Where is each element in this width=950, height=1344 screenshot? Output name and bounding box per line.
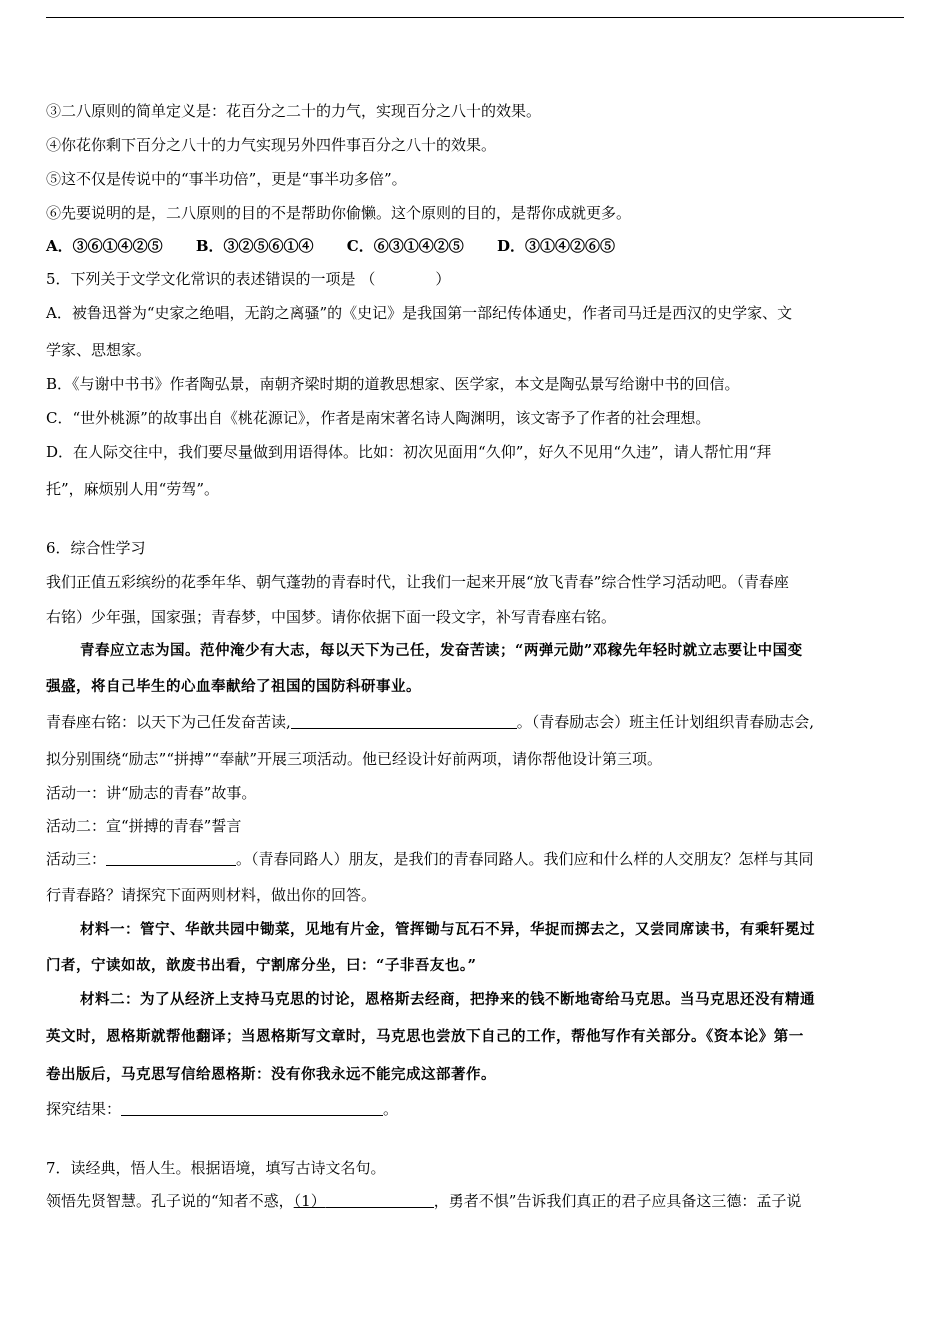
q6-intro-line2: 右铭）少年强，国家强；青春梦，中国梦。请你依据下面一段文字，补写青春座右铭。: [46, 608, 617, 626]
q4-options: [46, 236, 904, 256]
q6-passage-line1: 青春应立志为国。范仲淹少有大志，每以天下为己任，发奋苦读；“两弹元勋”邓稼先年轻时就立志要让中国变: [80, 642, 803, 659]
q6-title: 6．综合性学习: [46, 539, 146, 557]
q6-material-2-line2: 英文时，恩格斯就帮他翻译；当恩格斯写文章时，马克思也尝放下自己的工作，帮他写作有关部分。《资本论》第一: [46, 1028, 804, 1045]
q7-line1: [46, 1191, 904, 1211]
q6-result-blank[interactable]: [121, 1099, 383, 1116]
q5-option-a-line2: 学家、思想家。: [46, 341, 152, 359]
q5-option-a-line1: A．被鲁迅誉为“史家之绝唱，无韵之离骚”的《史记》是我国第一部纪传体通史，作者司马迁是西汉的史学家、文: [46, 304, 793, 322]
q5-option-d-line1: D．在人际交往中，我们要尽量做到用语得体。比如：初次见面用“久仰”，好久不见用“久违”，请人帮忙用“拜: [46, 443, 772, 461]
q6-result-line: [46, 1099, 904, 1119]
q5-option-c: C．“世外桃源”的故事出自《桃花源记》，作者是南宋著名诗人陶渊明，该文寄予了作者的社会理想。: [46, 409, 711, 427]
q7-blank-1[interactable]: [326, 1191, 434, 1208]
q4-item-4: ④你花你剩下百分之八十的力气实现另外四件事百分之八十的效果。: [46, 136, 497, 154]
q6-activity-3-cont: 行青春路？请探究下面两则材料，做出你的回答。: [46, 886, 377, 904]
q6-material-2-line3: 卷出版后，马克思写信给恩格斯：没有你我永远不能完成这部著作。: [46, 1066, 496, 1083]
q6-activity-3-prefix: 活动三：: [46, 850, 107, 868]
q5-option-d-line2: 托”，麻烦别人用“劳驾”。: [46, 480, 220, 498]
q4-item-3: ③二八原则的简单定义是：花百分之二十的力气，实现百分之八十的效果。: [46, 102, 542, 120]
q6-activity-3-suffix: 。（青春同路人）朋友，是我们的青春同路人。我们应和什么样的人交朋友？怎样与其同: [236, 850, 814, 868]
q6-plan: 拟分别围绕“励志”“拼搏”“奉献”开展三项活动。他已经设计好前两项，请你帮他设计第三项。: [46, 750, 663, 768]
q6-result-suffix: 。: [383, 1100, 399, 1118]
q4-option-a[interactable]: A．③⑥①④②⑤: [46, 237, 163, 255]
q6-activity-3: [46, 849, 904, 869]
q6-motto-prefix: 青春座右铭：以天下为己任发奋苦读,: [46, 713, 291, 731]
q4-option-b[interactable]: B．③②⑤⑥①④: [195, 237, 314, 255]
q6-intro-line1: 我们正值五彩缤纷的花季年华、朝气蓬勃的青春时代，让我们一起来开展“放飞青春”综合性学习活动吧。（青春座: [46, 573, 789, 591]
q5-option-b: B．《与谢中书书》作者陶弘景，南朝齐梁时期的道教思想家、医学家，本文是陶弘景写给谢中书的回信。: [46, 375, 740, 393]
q6-material-1-line2: 门者，宁读如故，歆废书出看，宁割席分坐，曰：“子非吾友也。”: [46, 957, 477, 974]
q7-line-suffix: ，勇者不惧”告诉我们真正的君子应具备这三德：孟子说: [433, 1192, 802, 1210]
q6-result-prefix: 探究结果：: [46, 1100, 122, 1118]
q6-activity-3-blank[interactable]: [106, 849, 236, 866]
q4-item-5: ⑤这不仅是传说中的“事半功倍”，更是“事半功多倍”。: [46, 170, 407, 188]
q4-option-c[interactable]: C．⑥③①④②⑤: [346, 237, 464, 255]
q5-stem-close: ）: [435, 270, 451, 288]
q6-material-1-line1: 材料一：管宁、华歆共园中锄菜，见地有片金，管挥锄与瓦石不异，华捉而掷去之，又尝同席读书，有乘轩冕过: [80, 921, 815, 938]
q5-stem-text: 5．下列关于文学文化常识的表述错误的一项是 （: [46, 270, 376, 288]
q6-motto-suffix: 。（青春励志会）班主任计划组织青春励志会,: [516, 713, 815, 731]
header-rule: [46, 17, 904, 18]
q5-stem: [46, 269, 904, 289]
q7-title: 7．读经典，悟人生。根据语境，填写古诗文名句。: [46, 1159, 386, 1177]
q6-activity-1: 活动一：讲“励志的青春”故事。: [46, 784, 257, 802]
q4-option-d[interactable]: D．③①④②⑥⑤: [496, 237, 615, 255]
q7-blank-label: （1）: [293, 1192, 326, 1210]
q6-material-2-line1: 材料二：为了从经济上支持马克思的讨论，恩格斯去经商，把挣来的钱不断地寄给马克思。当马克思还没有精通: [80, 991, 815, 1008]
q6-motto-blank[interactable]: [291, 712, 517, 729]
q6-passage-line2: 强盛，将自己毕生的心血奉献给了祖国的国防科研事业。: [46, 678, 421, 695]
q7-line-prefix: 领悟先贤智慧。孔子说的“知者不惑，: [46, 1192, 294, 1210]
q6-activity-2: 活动二：宣“拼搏的青春”誓言: [46, 817, 242, 835]
q6-motto-line: [46, 712, 904, 732]
q4-item-6: ⑥先要说明的是，二八原则的目的不是帮助你偷懒。这个原则的目的，是帮你成就更多。: [46, 204, 632, 222]
